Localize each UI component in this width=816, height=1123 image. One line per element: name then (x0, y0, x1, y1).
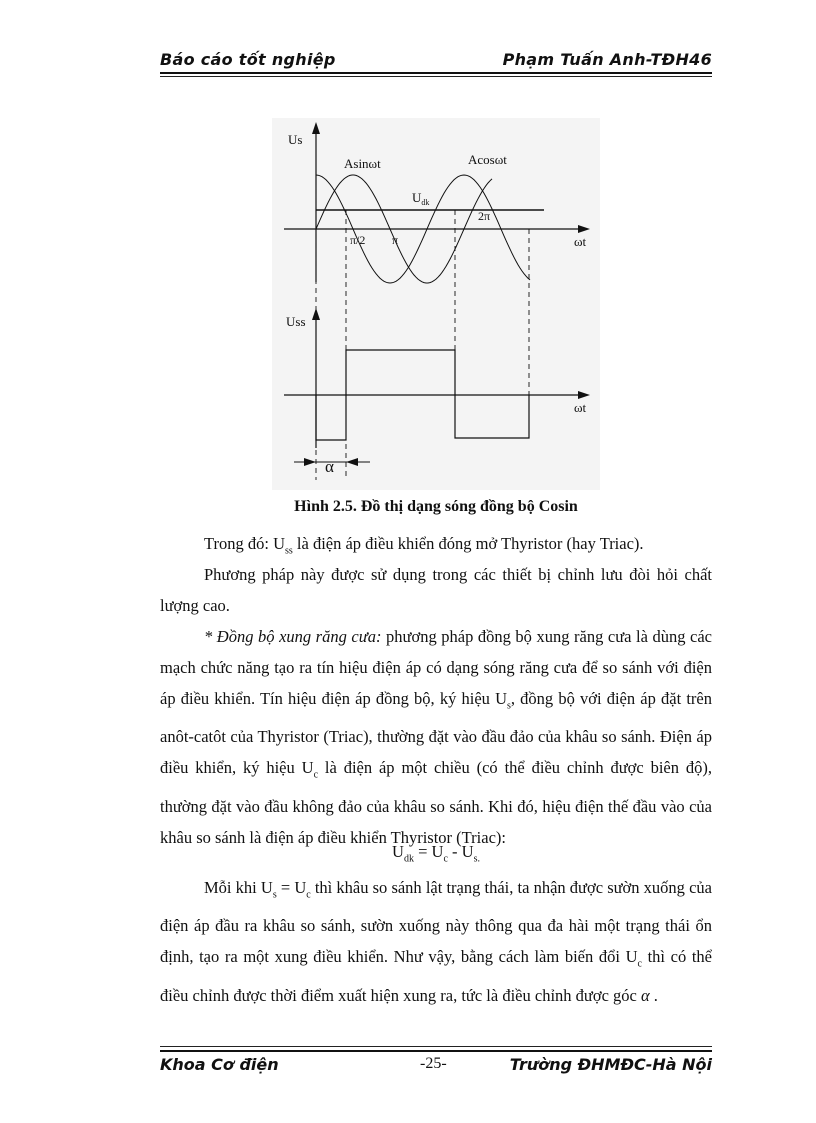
paragraph-3: * Đồng bộ xung răng cưa: phương pháp đồng bộ xung răng cưa là dùng các mạch chức năng tạo ra tín hiệu điện áp có dạng sóng răng cưa để so sánh với điện áp điều khiển. Tín hiệu điện áp đồng bộ, ký hiệu $U_s$, đồng bộ với điện áp đặt trên anôt-catôt của Thyristor (Triac), thường đặt vào đầu đảo của khâu so sánh. Điện áp điều khiển, ký hiệu $U_c$ là điện áp một chiều (có thể điều chỉnh được biên độ), thường đặt vào đầu không đảo của khâu so sánh. Khi đó, hiệu điện thế đầu vào của khâu so sánh là điện áp điều khiển Thyristor (Triac): (160, 627, 713, 847)
upper-x-arrow-icon (578, 225, 590, 233)
lower-x-label: ωt (574, 400, 587, 415)
waveform-figure (272, 118, 600, 490)
alpha-symbol: α (325, 457, 334, 476)
waveform-diagram (272, 118, 600, 490)
footer-right: Trường ĐHMĐC-Hà Nội (509, 1055, 712, 1074)
upper-x-label: ωt (574, 234, 587, 249)
paragraph-4: Mỗi khi $U_s = U_c$ thì khâu so sánh lật trạng thái, ta nhận được sườn xuống của điện áp đầu ra khâu so sánh, sườn xuống này thông qua đa hài một trạng thái ổn định, tạo ra một xung điều khiển. Như vậy, bằng cách làm biến đổi $U_c$ thì có thể điều chỉnh được thời điểm xuất hiện xung ra, tức là điều chỉnh được góc α . (160, 878, 712, 1005)
paragraph-2: Phương pháp này được sử dụng trong các thiết bị chỉnh lưu đòi hỏi chất lượng cao. (160, 565, 712, 615)
header-right: Phạm Tuấn Anh-TĐH46 (502, 50, 712, 69)
sin-label: Asinωt (344, 156, 381, 171)
page-footer (160, 1055, 712, 1077)
lower-x-arrow-icon (578, 391, 590, 399)
tick-2pi: 2π (478, 209, 491, 223)
header-left: Báo cáo tốt nghiệp (160, 50, 336, 69)
footer-rule-thin (160, 1046, 712, 1047)
tick-pi: π (392, 233, 399, 247)
formula-udk: $U_{dk} = U_c - U_{s.}$ (392, 842, 480, 865)
figure-caption: Hình 2.5. Đồ thị dạng sóng đồng bộ Cosin (294, 498, 578, 515)
upper-y-label: Us (288, 132, 303, 147)
lower-y-label: Uss (286, 314, 306, 329)
cos-label: Acosωt (468, 152, 507, 167)
lower-y-arrow-icon (312, 308, 320, 320)
udk-label: $U_{dk}$ (412, 190, 430, 207)
footer-rule (160, 1050, 712, 1052)
alpha-arrow-right-icon (346, 458, 358, 466)
upper-y-arrow-icon (312, 122, 320, 134)
alpha-arrow-left-icon (304, 458, 316, 466)
page-header (160, 50, 712, 70)
paragraph-1: Trong đó: $U_{ss}$ là điện áp điều khiển đóng mở Thyristor (hay Triac). (204, 534, 644, 557)
tick-pi-half: π/2 (350, 233, 366, 247)
footer-left: Khoa Cơ điện (160, 1055, 279, 1074)
header-rule-thin (160, 76, 712, 77)
header-rule (160, 72, 712, 74)
page-number: -25- (420, 1055, 447, 1072)
